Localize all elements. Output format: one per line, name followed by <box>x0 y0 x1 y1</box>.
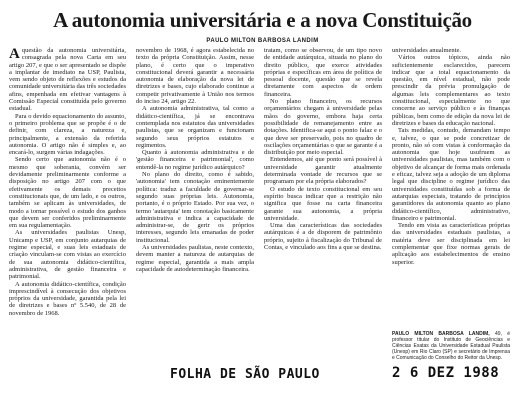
paragraph: Tendo em vista as características próprias das universidades estaduais paulistas, a matéria deve ser disciplinada em lei complementar que fixe normas gerais de aplicação aos estabelecimentos de ensino superior. <box>392 222 510 266</box>
article-column-2 <box>136 47 254 366</box>
paragraph: Uma das características das sociedades autárquicas é a de disporem de patrimônio próprio, sujeito à fiscalização do Tribunal de Contas, e vinculado aos fins a que se destina. <box>264 222 382 252</box>
paragraph: Sendo certo que autonomia não é o mesmo que soberania, convém ser devidamente preliminarmente conforme a disposição no artigo 207 com o que efetivamente os demais preceitos constitucionais que, de um lado, e os outros, também se aplicam às universidades, de modo a tornar possível o estudo dos ganhos que devem ser conferidos preliminarmente em sua regulamentação. <box>9 156 126 230</box>
author-note <box>392 331 511 361</box>
paragraph: Quanto à autonomia administrativa e de 'gestão financeira e patrimonial', como entendê-la no regime jurídico autárquico? <box>136 149 254 171</box>
paragraph: Tais medidas, contudo, demandam tempo e, talvez, o que se pode concretizar de pronto, não só com vistas à conformação da autonomia que hoje usufruem as universidades paulistas, mas também com o objetivo de alcançar de forma mais ordenada e eficaz, talvez seja a adoção de um diploma legal que discipline o regime jurídico das universidades constituídas sob a forma de autarquias especiais, tratando de princípios garantidores da autonomia quanto ao plano didático-científico, administrativo, financeiro e patrimonial. <box>392 127 510 222</box>
newspaper-name: FOLHA DE SÃO PAULO <box>170 367 320 382</box>
paragraph: A autonomia administrativa, tal como a didático-científica, já se encontrava contemplada nos estatutos das universidades paulistas, que se organizam e funcionam segundo seus próprios estatutos e regimentos. <box>136 105 254 149</box>
author-bio: 49, é professor titular do Instituto de Geociências e Ciências Exatas da Universidade Estadual Paulista (Unesp) em Rio Claro (SP) e secretário de Imprensa e Comunicação do Conselho do Reitor da Unesp. <box>392 331 511 361</box>
paragraph: novembro de 1968, é agora estabelecida no texto da própria Constituição. Assim, nesse plano, é certo que o imperativo constitucional deverá garantir a necessária autonomia de elaboração da nova lei de diretrizes e bases, cujo elaborado continue a competir privativamente à União nos termos do inciso 24, artigo 22. <box>136 47 254 106</box>
article-column-4 <box>392 47 510 325</box>
paragraph: As universidades paulistas Unesp, Unicamp e USP, em conjunto autarquias de regime especial, e suas leis estaduais de criação vinculam-se com vistas ao exercício de sua autonomia didático-científica, administrativa, de gestão financeira e patrimonial. <box>9 229 126 281</box>
paragraph: universidades anualmente. <box>392 47 461 54</box>
article-column-3 <box>264 47 382 366</box>
paragraph: Entendemos, até que ponto será possível à universidade garantir atualmente determinada vontade de recursos que se programam por ela própria elaborados? <box>264 156 382 186</box>
paragraph: tratam, como se observou, de um tipo novo de entidade autárquica, situada no plano do direito público, que exerce atividades próprias e específicas em área de política de pessoal docente, questão que se revela diretamente com aspectos de ordem financeira. <box>264 47 382 98</box>
paragraph: O estudo de texto constitucional em seu espírito busca indicar que a restrição não significa que fosse na carta financeira garante sua autonomia, a própria universidade. <box>264 185 382 222</box>
clipping-stamp <box>170 365 510 385</box>
paragraph: As universidades paulistas, neste contexto, devem manter a natureza de autarquias de regime especial, garantida a mais ampla capacidade de autodeterminação financeira. <box>136 244 254 273</box>
paragraph: Para o devido equacionamento do assunto, o primeiro problema que se propõe é o de definir, com clareza, a natureza e, principalmente, a extensão da referida autonomia. O artigo não é simples e, ao encará-lo, surgem várias indagações. <box>9 112 126 157</box>
article-byline: PAULO MILTON BARBOSA LANDIM <box>206 38 319 44</box>
article-headline: A autonomia universitária e a nova Constituição <box>53 8 472 32</box>
paragraph: No plano do direito, como é sabido, 'autonomia' tem conotação eminentemente política: traduz a faculdade de governar-se segundo suas próprias leis. Autonomia, portanto, é o próprio Estado. Por sua vez, o termo 'autarquia' tem conotação basicamente administrativa e indica a capacidade de administrar-se, de gerir os próprios interesses, segundo leis emanadas de poder institucional. <box>136 171 254 244</box>
paragraph: A autonomia didático-científica, condição imprescindível à consecução dos objetivos próprios da universidade, garantida pela lei de diretrizes e bases nº 5.540, de 28 de novembro de 1968. <box>9 280 126 317</box>
paragraph: Vários outros tópicos, ainda não suficientemente esclarecidos, parecem indicar que a total equacionamento da questão, em nível estadual, não pode prescindir da prévia promulgação de algumas leis complementares ao texto constitucional, especialmente no que concerne ao serviço público e às finanças públicas, bem como de edição da nova lei de diretrizes e bases da educação nacional. <box>392 54 510 127</box>
paragraph: A questão da autonomia universitária, consagrada pela nova Carta em seu artigo 207, e que o ser apresentado se dispõe a implantar de imediato na USP, Paulista, vem sendo objeto de reflexões e estudos da comunidade universitária das três sociedades afins, empenhada em efetivar vantagens à Comissão Especial constituída pelo governo estadual. <box>9 46 126 113</box>
author-name: PAULO MILTON BARBOSA LANDIM, <box>392 331 490 337</box>
drop-cap: A <box>9 46 20 62</box>
article-column-1 <box>9 47 126 387</box>
paragraph: No plano financeiro, os recursos orçamentários chegam à universidade pelas mãos do governo, embora haja certa possibilidade de remanejamento entre as dotações. Identifica-se aqui o ponto falaz e o que deve ser preservado, pois no quadro de oscilações orçamentárias o que se garante é a distribuição por meio especial. <box>264 98 382 157</box>
clipping-date: 2 6 DEZ 1988 <box>392 365 500 381</box>
